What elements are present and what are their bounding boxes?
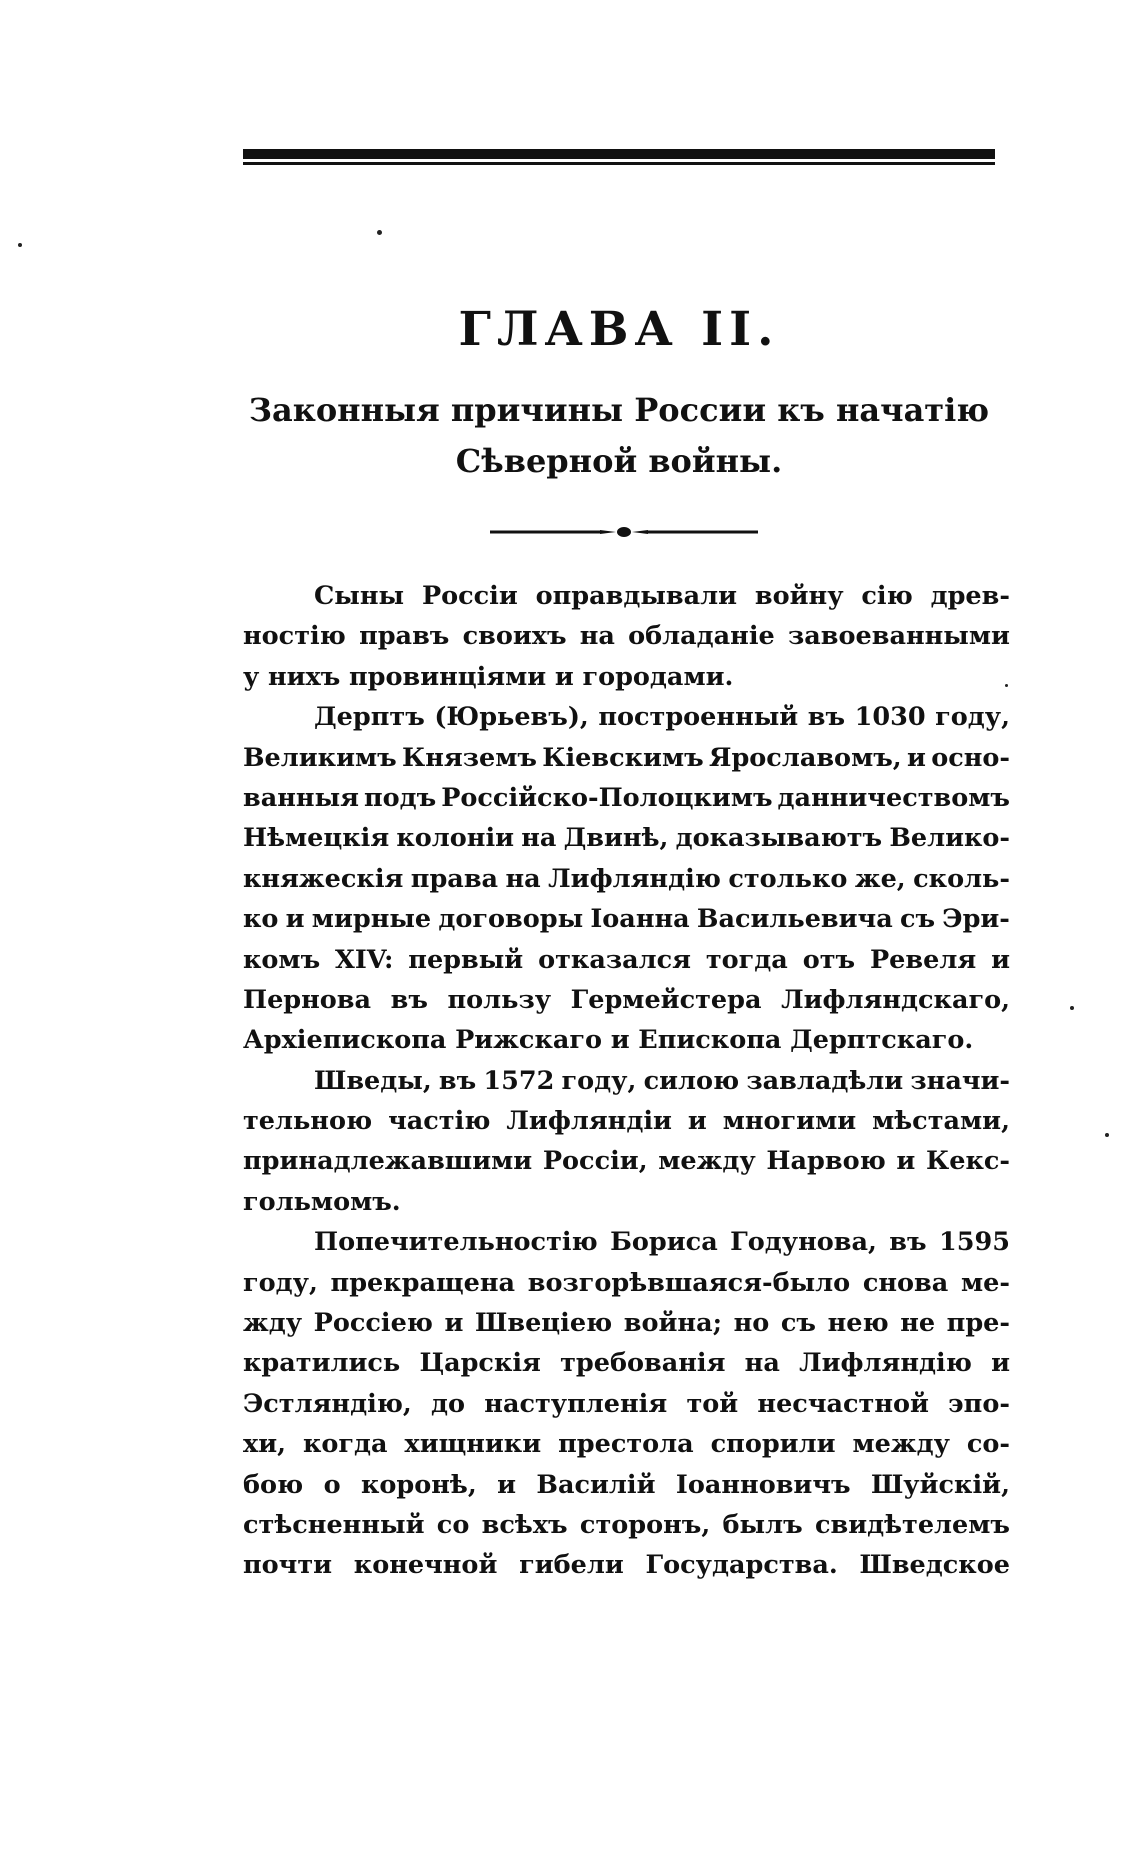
text-word: году, (935, 702, 1010, 733)
text-word: эпо- (948, 1388, 1010, 1419)
text-word: Сыны (314, 581, 405, 611)
text-word: принадлежавшими (243, 1146, 533, 1177)
scan-speck (377, 230, 382, 235)
text-word: отъ (802, 944, 856, 975)
text-word: Лифляндію (799, 1348, 972, 1379)
text-word: и (497, 1469, 517, 1500)
text-line (243, 1101, 1010, 1141)
body-text (243, 576, 1010, 1586)
text-word: съ (899, 904, 936, 935)
text-word: и (610, 1025, 630, 1056)
text-word: завоеванными (787, 621, 1010, 652)
text-word: мѣстами, (872, 1106, 1010, 1137)
text-line (243, 697, 1010, 737)
text-word: Нарвою (766, 1146, 886, 1177)
text-line (243, 1263, 1010, 1303)
text-word: возгорѣвшаяся-было (527, 1267, 851, 1298)
text-word: той (686, 1388, 739, 1419)
text-word: Россіи, (542, 1146, 648, 1177)
text-line (243, 738, 1010, 778)
text-word: ностію (243, 621, 346, 652)
text-word: престола (558, 1429, 694, 1460)
text-word: и (991, 944, 1010, 975)
text-word: и (554, 661, 574, 692)
text-word: Архіепископа (243, 1025, 447, 1056)
top-rule-thick (243, 149, 995, 159)
text-word: мирные (311, 904, 432, 935)
text-word: на (521, 823, 557, 854)
text-word: хищники (404, 1429, 542, 1460)
text-word: построенный (598, 702, 799, 733)
text-line (243, 1141, 1010, 1181)
text-line (243, 1182, 1010, 1222)
text-line (243, 859, 1010, 899)
text-word: со- (966, 1429, 1010, 1460)
text-word: почти (243, 1550, 333, 1581)
text-line (243, 940, 1010, 980)
text-word: значи- (910, 1065, 1010, 1096)
text-line (243, 899, 1010, 939)
text-word: коронѣ, (360, 1469, 477, 1500)
text-line (243, 576, 1010, 616)
text-line (243, 1505, 1010, 1545)
chapter-subtitle-line: Законныя причины России къ начатію (248, 391, 990, 429)
text-word: обладаніе (628, 621, 775, 652)
text-word: Дерптскаго. (790, 1025, 974, 1056)
text-line (243, 616, 1010, 656)
text-word: снова (862, 1267, 949, 1298)
text-word: тельною (243, 1106, 373, 1137)
text-word: 1030 (854, 702, 926, 733)
text-word: столько (728, 863, 848, 894)
text-word: Годунова, (730, 1227, 877, 1258)
text-word: Лифляндскаго, (781, 984, 1010, 1015)
text-word: на (744, 1348, 780, 1379)
text-word: княжескія (243, 863, 404, 894)
text-word: съ (780, 1308, 816, 1339)
text-line (243, 657, 1010, 697)
text-word: Княземъ (402, 742, 537, 773)
text-word: бою (243, 1469, 304, 1500)
text-word: Іоанна (590, 904, 690, 935)
text-word: ко (243, 904, 279, 935)
text-word: когда (302, 1429, 388, 1460)
text-word: нихъ (267, 661, 341, 692)
text-word: Васильевича (696, 904, 893, 935)
text-word: ванныя (243, 782, 359, 813)
text-word: въ (390, 984, 428, 1015)
text-word: всѣхъ (481, 1509, 568, 1540)
text-word: Шведы, (314, 1065, 432, 1096)
text-word: многими (722, 1106, 857, 1137)
text-word: свидѣтелемъ (814, 1509, 1010, 1540)
text-word: гибели (519, 1550, 624, 1581)
text-word: Рижскаго (455, 1025, 603, 1056)
text-word: и (896, 1146, 916, 1177)
text-line (243, 1222, 1010, 1262)
text-word: несчастной (757, 1388, 929, 1419)
text-word: 1572 (483, 1065, 555, 1096)
text-word: прекращена (330, 1267, 516, 1298)
text-word: частію (388, 1106, 491, 1137)
text-word: и (687, 1106, 707, 1137)
text-word: Дерптъ (314, 702, 425, 733)
text-word: въ (438, 1065, 477, 1096)
text-word: году, (243, 1267, 318, 1298)
text-word: городами. (582, 661, 734, 692)
text-line (243, 1424, 1010, 1464)
text-word: сторонъ, (579, 1509, 711, 1540)
text-word: Швеціею (475, 1308, 613, 1339)
scan-speck (1105, 1133, 1109, 1137)
text-word: не (900, 1308, 936, 1339)
text-word: пре- (946, 1308, 1010, 1339)
text-word: кратились (243, 1348, 401, 1379)
text-word: (Юрьевъ), (434, 702, 589, 733)
text-line (243, 1465, 1010, 1505)
text-word: между (658, 1146, 756, 1177)
text-word: но (733, 1308, 770, 1339)
text-word: Гермейстера (570, 984, 762, 1015)
text-word: колоніи (396, 823, 515, 854)
text-word: въ (807, 702, 846, 733)
text-word: и (285, 904, 305, 935)
chapter-subtitle-line: Сѣверной войны. (455, 442, 783, 480)
text-word: въ (889, 1227, 927, 1258)
text-word: между (852, 1429, 950, 1460)
text-word: Ревеля (870, 944, 977, 975)
text-word: подъ (363, 782, 437, 813)
text-word: Кіевскимъ (542, 742, 704, 773)
text-word: 1595 (939, 1227, 1010, 1258)
text-word: на (505, 863, 541, 894)
text-word: со (436, 1509, 470, 1540)
text-word: Россіею (313, 1308, 433, 1339)
text-word: права (410, 863, 499, 894)
text-word: Попечительностію (314, 1227, 598, 1258)
text-word: же, (854, 863, 906, 894)
text-word: Василій (536, 1469, 656, 1500)
text-word: сію (861, 581, 913, 611)
text-word: жду (243, 1308, 303, 1339)
text-line (243, 980, 1010, 1020)
text-word: былъ (722, 1509, 803, 1540)
text-word: войну (754, 581, 844, 611)
text-word: у (243, 661, 260, 692)
text-word: до (431, 1388, 466, 1419)
scan-speck (18, 243, 22, 247)
scan-speck (1070, 1006, 1074, 1010)
text-line (243, 778, 1010, 818)
text-word: гольмомъ. (243, 1186, 401, 1217)
text-word: наступленія (484, 1388, 668, 1419)
text-word: Россійско-Полоцкимъ (441, 782, 773, 813)
text-word: Лифляндіи (506, 1106, 672, 1137)
text-word: провинціями (348, 661, 547, 692)
text-line (243, 1303, 1010, 1343)
text-word: Іоанновичъ (675, 1469, 851, 1500)
text-word: Ярославомъ, (708, 742, 902, 773)
text-word: война; (623, 1308, 723, 1339)
text-word: ме- (961, 1267, 1010, 1298)
text-word: договоры (438, 904, 584, 935)
text-word: древ- (930, 581, 1010, 611)
text-word: и (444, 1308, 464, 1339)
text-word: тогда (705, 944, 788, 975)
text-word: Пернова (243, 984, 372, 1015)
text-word: XIV: (335, 944, 394, 975)
text-line (243, 818, 1010, 858)
ornament-divider (490, 522, 758, 542)
text-word: завладѣли (746, 1065, 904, 1096)
text-word: требованія (560, 1348, 726, 1379)
text-word: стѣсненный (243, 1509, 425, 1540)
text-word: Государства. (645, 1550, 838, 1581)
text-word: доказываютъ (675, 823, 883, 854)
text-word: Россіи (421, 581, 518, 611)
text-word: осно- (931, 742, 1010, 773)
text-word: своихъ (462, 621, 567, 652)
text-word: Епископа (638, 1025, 782, 1056)
text-word: Великимъ (243, 742, 397, 773)
text-word: Бориса (610, 1227, 718, 1258)
text-word: Нѣмецкія (243, 823, 390, 854)
text-word: Эстляндію, (243, 1388, 412, 1419)
chapter-title: ГЛАВА II. (458, 302, 780, 357)
text-word: отказался (538, 944, 691, 975)
text-word: спорили (710, 1429, 836, 1460)
text-word: сколь- (913, 863, 1010, 894)
text-line (243, 1384, 1010, 1424)
text-word: оправдывали (535, 581, 738, 611)
text-line (243, 1020, 1010, 1060)
text-word: о (323, 1469, 341, 1500)
text-word: данничествомъ (777, 782, 1010, 813)
top-double-rule (243, 149, 995, 167)
text-word: правъ (359, 621, 450, 652)
scan-speck (1005, 684, 1008, 687)
text-word: Лифляндію (548, 863, 721, 894)
text-line (243, 1343, 1010, 1383)
text-word: конечной (353, 1550, 498, 1581)
text-word: Шуйскій, (870, 1469, 1010, 1500)
top-rule-thin (243, 162, 995, 165)
text-word: силою (643, 1065, 740, 1096)
text-line (243, 1545, 1010, 1585)
text-word: Царскія (419, 1348, 541, 1379)
text-word: Эри- (942, 904, 1010, 935)
text-line (243, 1061, 1010, 1101)
text-word: комъ (243, 944, 321, 975)
text-word: на (579, 621, 615, 652)
text-word: и (906, 742, 926, 773)
chapter-subtitle (243, 385, 995, 487)
text-word: году, (561, 1065, 637, 1096)
text-word: Кекс- (926, 1146, 1010, 1177)
text-word: первый (408, 944, 524, 975)
text-word: Велико- (889, 823, 1010, 854)
text-word: пользу (447, 984, 552, 1015)
text-word: и (991, 1348, 1010, 1379)
text-word: Шведское (859, 1550, 1010, 1581)
text-word: Двинѣ, (563, 823, 669, 854)
text-word: нею (827, 1308, 889, 1339)
text-word: хи, (243, 1429, 286, 1460)
